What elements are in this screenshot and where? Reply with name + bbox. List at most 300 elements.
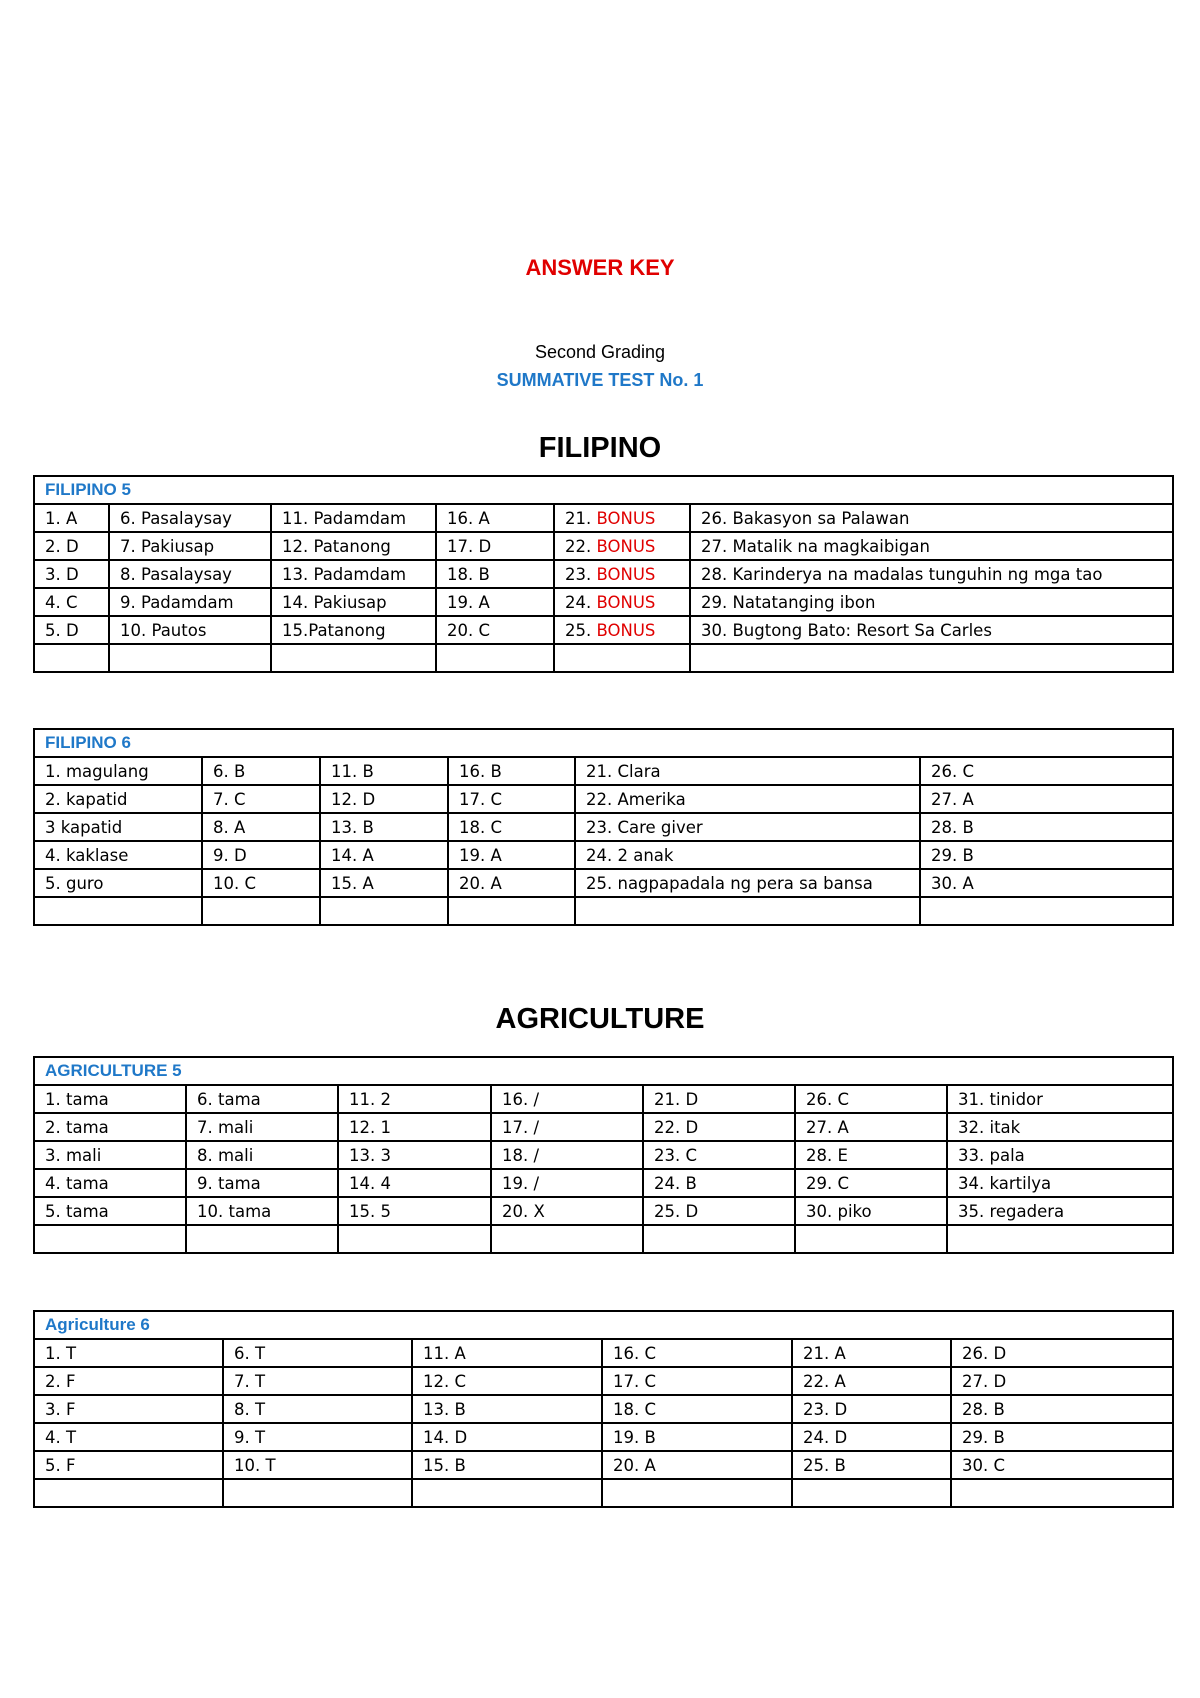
answer-cell xyxy=(792,1339,951,1367)
bonus-label: BONUS xyxy=(596,592,656,612)
answer-cell xyxy=(951,1395,1173,1423)
answer-text: 10. C xyxy=(213,873,257,893)
answer-cell xyxy=(34,785,202,813)
answer-text: 28. B xyxy=(931,817,974,837)
answer-text: 23. D xyxy=(803,1399,848,1419)
answer-cell xyxy=(223,1339,412,1367)
answer-cell xyxy=(34,616,109,644)
grading-period: Second Grading xyxy=(534,342,666,362)
answer-cell xyxy=(554,504,690,532)
answer-text: 1. tama xyxy=(45,1089,109,1109)
filipino-5-table xyxy=(33,475,1174,673)
answer-cell xyxy=(338,1141,491,1169)
answer-text: 2. D xyxy=(45,536,79,556)
answer-text: 27. A xyxy=(806,1117,849,1137)
answer-cell xyxy=(795,1169,947,1197)
empty-cell xyxy=(575,897,920,925)
answer-cell xyxy=(643,1085,795,1113)
answer-text: 12. C xyxy=(423,1371,467,1391)
answer-cell xyxy=(34,1113,186,1141)
table-row xyxy=(34,616,1173,644)
answer-cell xyxy=(223,1367,412,1395)
answer-text: 4. tama xyxy=(45,1173,109,1193)
empty-cell xyxy=(792,1479,951,1507)
answer-text: 29. B xyxy=(962,1427,1005,1447)
answer-cell xyxy=(436,532,554,560)
answer-cell xyxy=(34,1423,223,1451)
table-row xyxy=(34,1395,1173,1423)
table-row xyxy=(34,757,1173,785)
answer-cell xyxy=(792,1367,951,1395)
answer-text: 14. D xyxy=(423,1427,468,1447)
answer-cell xyxy=(412,1451,602,1479)
answer-text: 6. B xyxy=(213,761,246,781)
agriculture-6-table xyxy=(33,1310,1174,1508)
answer-text: 29. B xyxy=(931,845,974,865)
empty-row xyxy=(34,1479,1173,1507)
answer-cell xyxy=(34,1141,186,1169)
answer-cell xyxy=(271,588,436,616)
empty-row xyxy=(34,644,1173,672)
answer-cell xyxy=(186,1169,338,1197)
answer-cell xyxy=(643,1141,795,1169)
answer-cell xyxy=(951,1451,1173,1479)
answer-text: 28. Karinderya na madalas tunguhin ng mga tao xyxy=(701,564,1103,584)
bonus-label: BONUS xyxy=(596,508,656,528)
table-row xyxy=(34,504,1173,532)
answer-text: 15. B xyxy=(423,1455,466,1475)
answer-text: 7. T xyxy=(234,1371,266,1391)
answer-cell xyxy=(271,532,436,560)
answer-cell xyxy=(690,532,1173,560)
answer-text: 3. F xyxy=(45,1399,76,1419)
answer-text: 8. A xyxy=(213,817,246,837)
answer-text: 11. 2 xyxy=(349,1089,391,1109)
answer-cell xyxy=(575,785,920,813)
answer-cell xyxy=(202,813,320,841)
agriculture-5-table xyxy=(33,1056,1174,1254)
answer-cell xyxy=(602,1395,792,1423)
table-row xyxy=(34,560,1173,588)
answer-text: 29. Natatanging ibon xyxy=(701,592,876,612)
answer-cell xyxy=(320,757,448,785)
answer-text: 17. D xyxy=(447,536,492,556)
answer-cell xyxy=(795,1085,947,1113)
answer-text: 16. A xyxy=(447,508,490,528)
answer-cell xyxy=(448,841,575,869)
answer-text: 6. T xyxy=(234,1343,266,1363)
answer-text: 26. Bakasyon sa Palawan xyxy=(701,508,910,528)
table-row xyxy=(34,869,1173,897)
answer-cell xyxy=(491,1197,643,1225)
answer-cell xyxy=(602,1423,792,1451)
answer-text: 13. B xyxy=(331,817,374,837)
answer-cell xyxy=(795,1113,947,1141)
answer-cell xyxy=(491,1169,643,1197)
empty-cell xyxy=(920,897,1173,925)
empty-cell xyxy=(34,644,109,672)
answer-cell xyxy=(271,616,436,644)
answer-text: 6. tama xyxy=(197,1089,261,1109)
answer-cell xyxy=(792,1451,951,1479)
answer-cell xyxy=(448,869,575,897)
answer-cell xyxy=(320,869,448,897)
answer-text: 27. Matalik na magkaibigan xyxy=(701,536,930,556)
answer-text: 24. xyxy=(565,592,597,612)
answer-text: 23. C xyxy=(654,1145,698,1165)
filipino-6-table xyxy=(33,728,1174,926)
answer-cell xyxy=(412,1395,602,1423)
answer-text: 19. A xyxy=(459,845,502,865)
answer-text: 21. xyxy=(565,508,597,528)
answer-text: 7. C xyxy=(213,789,246,809)
empty-cell xyxy=(202,897,320,925)
answer-text: 12. D xyxy=(331,789,376,809)
answer-text: 6. Pasalaysay xyxy=(120,508,232,528)
answer-text: 12. 1 xyxy=(349,1117,391,1137)
answer-cell xyxy=(947,1141,1173,1169)
answer-text: 9. T xyxy=(234,1427,266,1447)
answer-cell xyxy=(34,841,202,869)
empty-cell xyxy=(951,1479,1173,1507)
answer-text: 21. Clara xyxy=(586,761,661,781)
answer-cell xyxy=(491,1113,643,1141)
answer-cell xyxy=(436,560,554,588)
answer-text: 30. Bugtong Bato: Resort Sa Carles xyxy=(701,620,992,640)
empty-cell xyxy=(436,644,554,672)
answer-text: 22. Amerika xyxy=(586,789,686,809)
answer-cell xyxy=(186,1085,338,1113)
answer-cell xyxy=(947,1169,1173,1197)
answer-text: 16. B xyxy=(459,761,502,781)
answer-text: 24. 2 anak xyxy=(586,845,674,865)
answer-cell xyxy=(223,1423,412,1451)
answer-cell xyxy=(34,504,109,532)
answer-cell xyxy=(795,1141,947,1169)
empty-cell xyxy=(947,1225,1173,1253)
answer-cell xyxy=(602,1339,792,1367)
empty-cell xyxy=(34,1225,186,1253)
answer-cell xyxy=(436,588,554,616)
answer-text: 8. mali xyxy=(197,1145,254,1165)
empty-cell xyxy=(34,897,202,925)
answer-text: 3. mali xyxy=(45,1145,102,1165)
answer-text: 11. A xyxy=(423,1343,466,1363)
answer-text: 10. Pautos xyxy=(120,620,207,640)
answer-cell xyxy=(920,785,1173,813)
answer-text: 18. B xyxy=(447,564,490,584)
table-row xyxy=(34,532,1173,560)
answer-text: 18. / xyxy=(502,1145,540,1165)
empty-cell xyxy=(448,897,575,925)
answer-cell xyxy=(34,1085,186,1113)
answer-text: 4. C xyxy=(45,592,78,612)
answer-cell xyxy=(951,1339,1173,1367)
table-row xyxy=(34,588,1173,616)
answer-cell xyxy=(320,841,448,869)
answer-cell xyxy=(34,588,109,616)
answer-cell xyxy=(34,1169,186,1197)
answer-text: 8. T xyxy=(234,1399,266,1419)
answer-text: 30. piko xyxy=(806,1201,872,1221)
answer-cell xyxy=(436,616,554,644)
answer-text: 5. guro xyxy=(45,873,104,893)
answer-text: 25. xyxy=(565,620,597,640)
answer-cell xyxy=(223,1395,412,1423)
answer-text: 18. C xyxy=(613,1399,657,1419)
answer-text: 23. xyxy=(565,564,597,584)
answer-text: 25. B xyxy=(803,1455,846,1475)
answer-text: 21. A xyxy=(803,1343,846,1363)
answer-cell xyxy=(575,841,920,869)
empty-cell xyxy=(271,644,436,672)
answer-cell xyxy=(602,1451,792,1479)
answer-cell xyxy=(202,757,320,785)
answer-cell xyxy=(34,1395,223,1423)
answer-cell xyxy=(34,560,109,588)
answer-cell xyxy=(575,757,920,785)
answer-cell xyxy=(436,504,554,532)
answer-text: 17. C xyxy=(459,789,503,809)
answer-cell xyxy=(34,532,109,560)
answer-cell xyxy=(491,1141,643,1169)
answer-cell xyxy=(947,1085,1173,1113)
answer-cell xyxy=(34,1197,186,1225)
empty-cell xyxy=(690,644,1173,672)
answer-text: 16. C xyxy=(613,1343,657,1363)
answer-cell xyxy=(271,560,436,588)
answer-text: 24. D xyxy=(803,1427,848,1447)
table-row xyxy=(34,1141,1173,1169)
answer-cell xyxy=(186,1141,338,1169)
answer-text: 7. mali xyxy=(197,1117,254,1137)
answer-text: 19. B xyxy=(613,1427,656,1447)
answer-cell xyxy=(690,588,1173,616)
answer-text: 24. B xyxy=(654,1173,697,1193)
answer-cell xyxy=(34,1451,223,1479)
answer-cell xyxy=(920,841,1173,869)
answer-cell xyxy=(920,757,1173,785)
answer-cell xyxy=(34,1367,223,1395)
answer-cell xyxy=(412,1339,602,1367)
table-row xyxy=(34,1169,1173,1197)
empty-cell xyxy=(186,1225,338,1253)
answer-text: 13. 3 xyxy=(349,1145,391,1165)
bonus-label: BONUS xyxy=(596,620,656,640)
answer-text: 5. tama xyxy=(45,1201,109,1221)
answer-cell xyxy=(920,869,1173,897)
answer-cell xyxy=(338,1085,491,1113)
answer-text: 26. C xyxy=(931,761,975,781)
answer-cell xyxy=(109,616,271,644)
answer-cell xyxy=(109,588,271,616)
section-title-filipino: FILIPINO xyxy=(538,432,662,464)
table-row xyxy=(34,813,1173,841)
answer-text: 14. 4 xyxy=(349,1173,391,1193)
answer-text: 1. A xyxy=(45,508,78,528)
answer-cell xyxy=(795,1197,947,1225)
answer-cell xyxy=(202,785,320,813)
answer-text: 21. D xyxy=(654,1089,699,1109)
answer-cell xyxy=(554,616,690,644)
table-title: FILIPINO 6 xyxy=(34,729,1173,757)
answer-cell xyxy=(412,1367,602,1395)
answer-text: 15.Patanong xyxy=(282,620,386,640)
answer-text: 9. Padamdam xyxy=(120,592,234,612)
empty-row xyxy=(34,897,1173,925)
answer-text: 33. pala xyxy=(958,1145,1025,1165)
answer-cell xyxy=(690,560,1173,588)
answer-text: 17. / xyxy=(502,1117,540,1137)
answer-cell xyxy=(643,1113,795,1141)
answer-cell xyxy=(109,504,271,532)
answer-cell xyxy=(690,616,1173,644)
answer-text: 30. A xyxy=(931,873,974,893)
answer-text: 26. C xyxy=(806,1089,850,1109)
answer-text: 34. kartilya xyxy=(958,1173,1052,1193)
answer-cell xyxy=(951,1423,1173,1451)
answer-text: 7. Pakiusap xyxy=(120,536,215,556)
empty-cell xyxy=(491,1225,643,1253)
answer-text: 23. Care giver xyxy=(586,817,703,837)
answer-text: 13. Padamdam xyxy=(282,564,407,584)
answer-cell xyxy=(575,869,920,897)
answer-cell xyxy=(412,1423,602,1451)
table-row xyxy=(34,1113,1173,1141)
answer-text: 14. A xyxy=(331,845,374,865)
table-row xyxy=(34,785,1173,813)
answer-text: 28. E xyxy=(806,1145,848,1165)
answer-cell xyxy=(448,785,575,813)
answer-text: 12. Patanong xyxy=(282,536,391,556)
empty-cell xyxy=(223,1479,412,1507)
answer-cell xyxy=(792,1395,951,1423)
table-row xyxy=(34,1451,1173,1479)
answer-text: 9. D xyxy=(213,845,247,865)
answer-cell xyxy=(643,1169,795,1197)
answer-cell xyxy=(34,869,202,897)
answer-text: 16. / xyxy=(502,1089,540,1109)
empty-cell xyxy=(412,1479,602,1507)
answer-text: 26. D xyxy=(962,1343,1007,1363)
table-row xyxy=(34,1339,1173,1367)
empty-row xyxy=(34,1225,1173,1253)
answer-text: 29. C xyxy=(806,1173,850,1193)
answer-cell xyxy=(34,1339,223,1367)
answer-text: 14. Pakiusap xyxy=(282,592,387,612)
answer-text: 22. xyxy=(565,536,597,556)
answer-cell xyxy=(951,1367,1173,1395)
answer-cell xyxy=(338,1197,491,1225)
answer-text: 31. tinidor xyxy=(958,1089,1043,1109)
answer-text: 25. nagpapadala ng pera sa bansa xyxy=(586,873,873,893)
answer-text: 20. A xyxy=(613,1455,656,1475)
answer-text: 19. / xyxy=(502,1173,540,1193)
answer-key-title: ANSWER KEY xyxy=(525,255,675,280)
answer-cell xyxy=(491,1085,643,1113)
summative-test-label: SUMMATIVE TEST No. 1 xyxy=(496,370,704,390)
answer-text: 30. C xyxy=(962,1455,1006,1475)
answer-cell xyxy=(34,757,202,785)
answer-text: 10. tama xyxy=(197,1201,272,1221)
answer-cell xyxy=(109,532,271,560)
answer-text: 4. kaklase xyxy=(45,845,129,865)
answer-text: 9. tama xyxy=(197,1173,261,1193)
answer-text: 22. A xyxy=(803,1371,846,1391)
answer-text: 5. D xyxy=(45,620,79,640)
answer-cell xyxy=(271,504,436,532)
answer-cell xyxy=(320,813,448,841)
answer-text: 2. kapatid xyxy=(45,789,128,809)
answer-cell xyxy=(338,1113,491,1141)
empty-cell xyxy=(34,1479,223,1507)
answer-text: 2. F xyxy=(45,1371,76,1391)
answer-text: 19. A xyxy=(447,592,490,612)
answer-cell xyxy=(34,813,202,841)
answer-text: 28. B xyxy=(962,1399,1005,1419)
empty-cell xyxy=(320,897,448,925)
empty-cell xyxy=(602,1479,792,1507)
empty-cell xyxy=(795,1225,947,1253)
table-row xyxy=(34,841,1173,869)
answer-cell xyxy=(109,560,271,588)
answer-cell xyxy=(947,1113,1173,1141)
answer-text: 35. regadera xyxy=(958,1201,1065,1221)
answer-text: 3. D xyxy=(45,564,79,584)
answer-text: 3 kapatid xyxy=(45,817,123,837)
answer-text: 8. Pasalaysay xyxy=(120,564,232,584)
answer-text: 15. A xyxy=(331,873,374,893)
answer-text: 13. B xyxy=(423,1399,466,1419)
answer-text: 11. B xyxy=(331,761,374,781)
table-title: Agriculture 6 xyxy=(34,1311,1173,1339)
answer-text: 32. itak xyxy=(958,1117,1021,1137)
answer-cell xyxy=(554,560,690,588)
answer-cell xyxy=(792,1423,951,1451)
answer-text: 4. T xyxy=(45,1427,77,1447)
answer-text: 20. X xyxy=(502,1201,545,1221)
answer-text: 27. D xyxy=(962,1371,1007,1391)
answer-text: 5. F xyxy=(45,1455,76,1475)
answer-text: 15. 5 xyxy=(349,1201,391,1221)
answer-text: 17. C xyxy=(613,1371,657,1391)
answer-cell xyxy=(554,532,690,560)
table-row xyxy=(34,1197,1173,1225)
answer-cell xyxy=(920,813,1173,841)
answer-text: 1. magulang xyxy=(45,761,149,781)
table-title: AGRICULTURE 5 xyxy=(34,1057,1173,1085)
answer-cell xyxy=(202,841,320,869)
answer-text: 2. tama xyxy=(45,1117,109,1137)
answer-cell xyxy=(202,869,320,897)
answer-text: 25. D xyxy=(654,1201,699,1221)
answer-text: 11. Padamdam xyxy=(282,508,407,528)
table-row xyxy=(34,1085,1173,1113)
table-title: FILIPINO 5 xyxy=(34,476,1173,504)
answer-text: 10. T xyxy=(234,1455,276,1475)
answer-text: 20. A xyxy=(459,873,502,893)
table-row xyxy=(34,1367,1173,1395)
answer-text: 27. A xyxy=(931,789,974,809)
empty-cell xyxy=(643,1225,795,1253)
answer-cell xyxy=(554,588,690,616)
answer-cell xyxy=(338,1169,491,1197)
bonus-label: BONUS xyxy=(596,536,656,556)
empty-cell xyxy=(554,644,690,672)
answer-text: 22. D xyxy=(654,1117,699,1137)
answer-cell xyxy=(186,1197,338,1225)
empty-cell xyxy=(109,644,271,672)
